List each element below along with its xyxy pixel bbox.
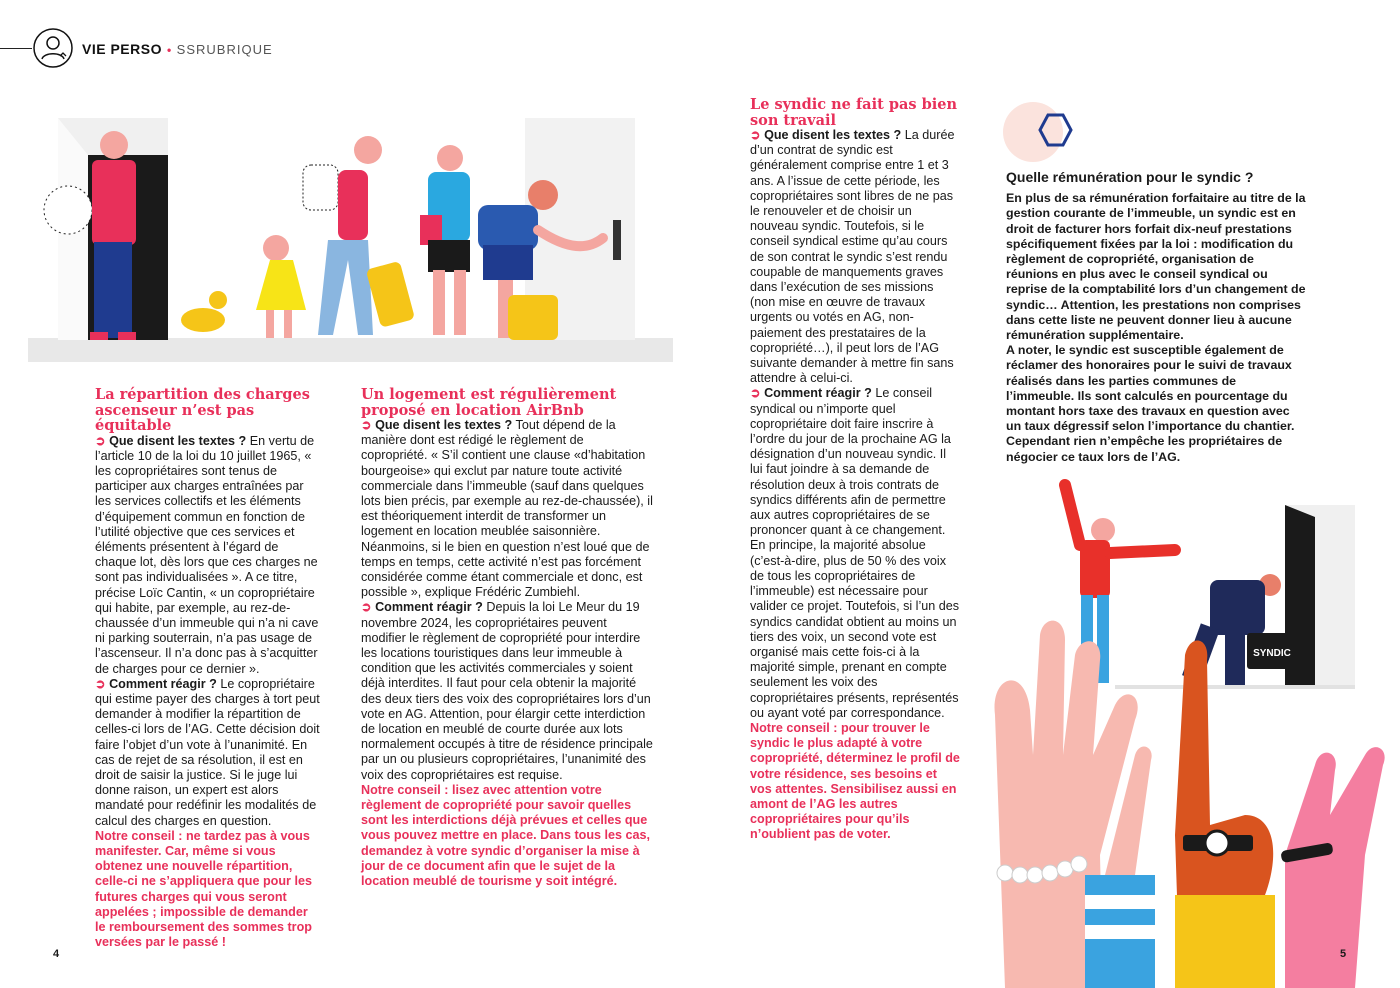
hands-syndic-illustration: [985, 455, 1395, 988]
tip-label: Notre conseil :: [750, 720, 838, 735]
box-paragraph: [1006, 343, 1306, 465]
remuneration-box: [1006, 170, 1306, 465]
arrow-right-icon: ➲: [361, 600, 376, 615]
article-paragraph: [95, 677, 320, 829]
reaction-text: Le copropriétaire qui estime payer des charges à tort peut demander à modifier la répartition de celles-ci lors de l’AG. Cette décision doit faire l’objet d’un vote à l’unanimité. En cas de rejet de sa résolution, il est en droit de saisir la justice. Si le juge lui donne raison, un expert est alors mandaté pour redéfinir les modalités de calcul des charges en question.: [95, 676, 320, 828]
section-title: VIE PERSO: [82, 41, 162, 57]
arrow-right-icon: ➲: [95, 433, 110, 448]
article-paragraph: [750, 128, 962, 386]
article-paragraph: [95, 434, 320, 677]
reaction-label: Comment réagir ?: [764, 386, 872, 401]
syndic-briefcase-label: SYNDIC: [1253, 648, 1291, 659]
reaction-text: Depuis la loi Le Meur du 19 novembre 2024, les copropriétaires peuvent modifier le règlement de copropriété pour interdire les locations touristiques dans leur immeuble à condition que les activités commerciales y soient déjà interdites. Il faut pour cela obtenir la majorité des deux tiers des voix des copropriétaires lors d’un vote en AG. Attention, pour élargir cette interdiction de location en meublé de courte durée aux lots normalement occupés à titre de résidence principale par un ou plusieurs copropriétaires, l’unanimité des voix des copropriétaires est requise.: [361, 600, 653, 782]
header-rule: [0, 48, 32, 49]
question-label: Que disent les textes ?: [375, 418, 513, 432]
tip-text: lisez avec attention votre règlement de copropriété pour savoir quelles sont les interdictions déjà prévues et celles que vous pouvez mettre en place. Dans tous les cas, demandez à votre syndic d’organiser la mise à jour de ce document afin que le sujet de la location meublé de tourisme y soit intégré.: [361, 782, 651, 889]
subsection-title: SSRUBRIQUE: [176, 42, 273, 57]
box-title: Quelle rémunération pour le syndic ?: [1006, 169, 1254, 185]
tip-text: ne tardez pas à vous manifester. Car, même si vous obtenez une nouvelle répartition, celle-ci ne s’appliquera que pour les futures charges qui vous seront appelées ; impossible de demander le remboursement des sommes trop versées par le passé !: [95, 828, 312, 950]
hexagon-icon: [1003, 100, 1083, 162]
tip-label: Notre conseil :: [361, 782, 449, 797]
family-illustration: [28, 110, 673, 365]
tip-label: Notre conseil :: [95, 828, 183, 843]
box-paragraph: En plus de sa rémunération forfaitaire au titre de la gestion courante de l’immeuble, un syndic est en droit de facturer hors forfait dix-neuf prestations spécifiquement fixées par la loi : modification du règlement de copropriété, organisation de réunions en plus avec le conseil syndical ou reprise de la comptabilité lors d’un changement de syndic… Attention, les prestations non comprises dans cette liste ne peuvent donner lieu à aucune rémunération supplémentaire.: [1006, 191, 1306, 343]
page-number-left: 4: [53, 948, 60, 960]
question-label: Que disent les textes ?: [109, 433, 247, 448]
question-label: Que disent les textes ?: [764, 128, 902, 142]
question-text: En vertu de l’article 10 de la loi du 10 juillet 1965, « les copropriétaires sont tenus de participer aux charges entraînées par les services collectifs et les éléments d’équipement commun en fonction de l’utilité objective que ces services et éléments présentent à l’égard de chaque lot, dès lors que ces charges ne sont pas individualisées ». A ce titre, précise Loïc Cantin, « un copropriétaire qui habite, par exemple, au rez-de-chaussée d’un immeuble qui n’a ni cave ni parking souterrain, n’a pas usage de l’ascenseur. Il n’a donc pas à s’acquitter de charges pour ce dernier ».: [95, 433, 319, 676]
article-paragraph: [361, 418, 653, 600]
question-text: La durée d’un contrat de syndic est généralement comprise entre 1 et 3 ans. A l’issue de cette période, les copropriétaires sont libres de ne pas le renouveler et de choisir un nouveau syndic. Toutefois, si le conseil syndical estime qu’au cours de son contrat le syndic s’est rendu coupable de manquements graves dans l’exécution de ses missions (non mise en œuvre de travaux urgents ou votés en AG, non-paiement des prestataires de la copropriété…), il peut lors de l’AG suivante demander à mettre fin sans attendre à celui-ci.: [750, 128, 955, 386]
reaction-label: Comment réagir ?: [109, 676, 217, 691]
article-paragraph: [361, 600, 653, 782]
page-number-right: 5: [1340, 948, 1347, 960]
arrow-right-icon: ➲: [750, 128, 765, 142]
arrow-right-icon: ➲: [361, 418, 376, 432]
tip-paragraph: [750, 721, 962, 843]
article-ascenseur: [95, 387, 320, 950]
reaction-text: Le conseil syndical ou n’importe quel copropriétaire doit faire inscrire à l’ordre du jour de la prochaine AG la désignation d’un nouveau syndic. Il lui faut joindre à sa demande de résolution deux à trois contrats de syndics différents afin de permettre aux autres copropriétaires de se prononcer quant à ce changement. En principe, la majorité absolue (c’est-à-dire, plus de 50 % des voix de tous les copropriétaires de l’immeuble) est nécessaire pour valider ce projet. Toutefois, si l’un des syndics candidat obtient au moins un tiers des voix, un second vote est organisé mais cette fois-ci à la majorité simple, prenant en compte seulement les voix des copropriétaires présents, représentés ou ayant voté par correspondance.: [750, 386, 960, 720]
reaction-label: Comment réagir ?: [375, 600, 483, 615]
section-separator: •: [166, 43, 172, 57]
article-title: La répartition des charges ascenseur n’est pas équitable: [95, 386, 310, 434]
user-icon: [33, 28, 73, 68]
article-airbnb: [361, 387, 653, 889]
tip-text: pour trouver le syndic le plus adapté à votre copropriété, déterminez le profil de votre résidence, ses besoins et vos attentes. Sensibilisez aussi en amont de l’AG les autres copropriétaires pour qu’ils n’oublient pas de voter.: [750, 720, 960, 842]
article-syndic: [750, 97, 962, 843]
arrow-right-icon: ➲: [95, 676, 110, 691]
tip-paragraph: [361, 783, 653, 889]
box-note-label: A noter,: [1006, 343, 1052, 358]
article-paragraph: [750, 386, 962, 720]
arrow-right-icon: ➲: [750, 386, 765, 401]
question-text: Tout dépend de la manière dont est rédigé le règlement de copropriété. « S’il contient une clause «d’habitation bourgeoise» qui exclut par nature toute activité commerciale dans l’immeuble (sauf dans quelques lots bien précis, par exemple au rez-de-chaussée), il est théoriquement interdit de transformer un logement en location meublée saisonnière. Néanmoins, si le bien en question n’est loué que de temps en temps, cette activité n’est pas forcément considérée comme étant commerciale et donc, est possible », explique Frédéric Zumbiehl.: [361, 418, 653, 600]
article-title: Un logement est régulièrement proposé en location AirBnb: [361, 386, 617, 419]
article-title: Le syndic ne fait pas bien son travail: [750, 96, 957, 129]
box-note-text: le syndic est susceptible également de réclamer des honoraires pour le suivi de travaux réalisés dans les parties communes de l’immeuble. Ils sont calculés en pourcentage du montant hors taxe des travaux en question avec un taux dégressif selon l’importance du chantier. Cependant rien n’empêche les propriétaires de négocier ce taux lors de l’AG.: [1006, 343, 1295, 464]
section-header: [82, 41, 273, 57]
tip-paragraph: [95, 829, 320, 951]
